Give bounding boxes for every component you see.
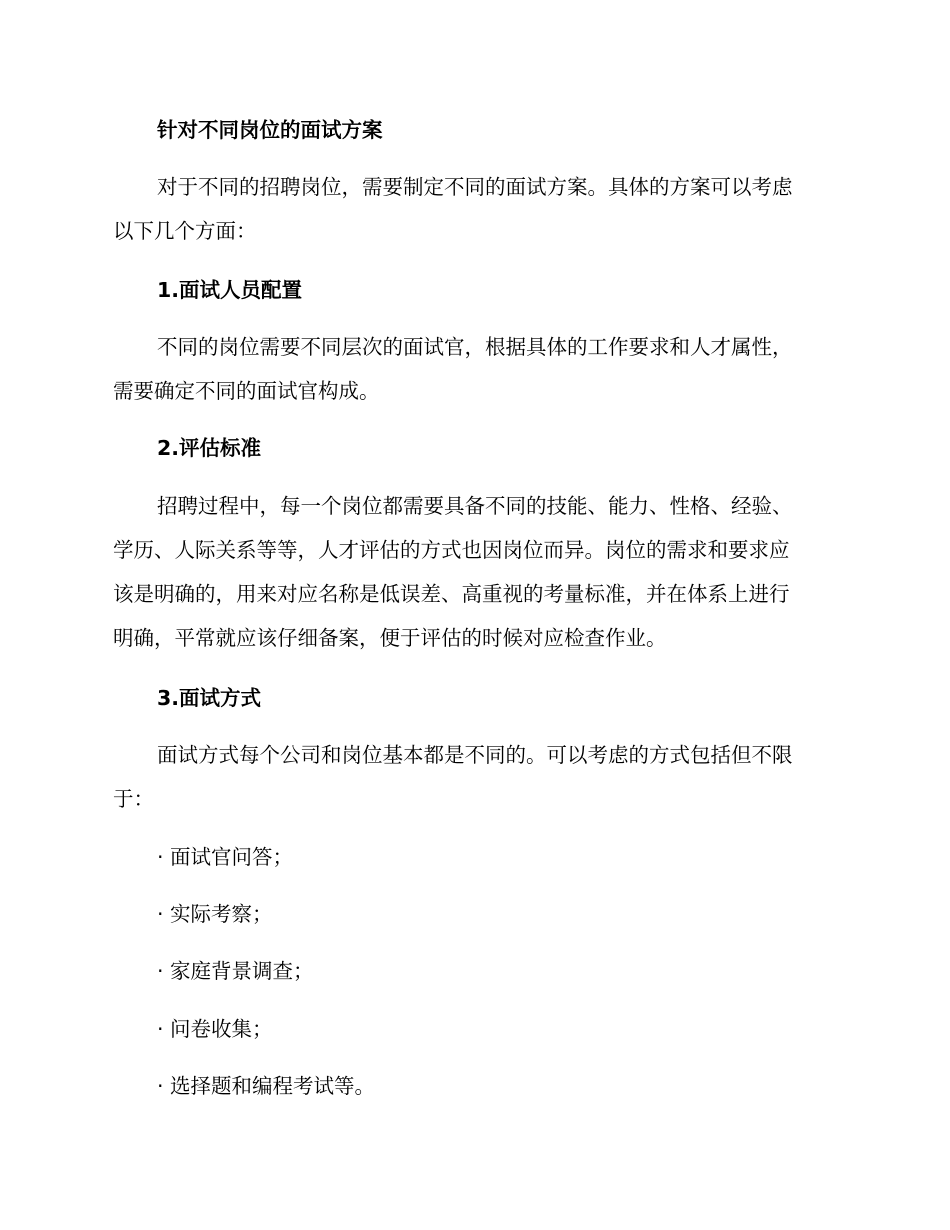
bullet-item: · 选择题和编程考试等。 — [157, 1074, 376, 1098]
paragraph-line: 于： — [113, 787, 154, 811]
paragraph-line: 对于不同的招聘岗位，需要制定不同的面试方案。具体的方案可以考虑 — [157, 175, 793, 199]
paragraph-line: 明确，平常就应该仔细备案，便于评估的时候对应检查作业。 — [113, 626, 667, 650]
section-heading-1: 1.面试人员配置 — [157, 278, 303, 302]
bullet-item: · 面试官问答； — [157, 845, 294, 869]
section-heading-3: 3.面试方式 — [157, 686, 262, 710]
bullet-item: · 家庭背景调查； — [157, 959, 314, 983]
paragraph-line: 需要确定不同的面试官构成。 — [113, 379, 380, 403]
paragraph-line: 该是明确的，用来对应名称是低误差、高重视的考量标准，并在体系上进行 — [113, 582, 790, 606]
section-paragraph-3 — [113, 737, 833, 817]
intro-paragraph — [113, 169, 833, 249]
paragraph-line: 面试方式每个公司和岗位基本都是不同的。可以考虑的方式包括但不限 — [157, 743, 793, 767]
paragraph-line: 不同的岗位需要不同层次的面试官，根据具体的工作要求和人才属性， — [157, 335, 793, 359]
section-paragraph-2 — [113, 488, 833, 656]
section-paragraph-1 — [113, 329, 833, 409]
section-heading-2: 2.评估标准 — [157, 436, 262, 460]
paragraph-line: 以下几个方面： — [113, 219, 257, 243]
document-title: 针对不同岗位的面试方案 — [157, 118, 383, 142]
paragraph-line: 学历、人际关系等等，人才评估的方式也因岗位而异。岗位的需求和要求应 — [113, 538, 790, 562]
bullet-item: · 问卷收集； — [157, 1017, 273, 1041]
bullet-item: · 实际考察； — [157, 902, 273, 926]
paragraph-line: 招聘过程中，每一个岗位都需要具备不同的技能、能力、性格、经验、 — [157, 494, 793, 518]
